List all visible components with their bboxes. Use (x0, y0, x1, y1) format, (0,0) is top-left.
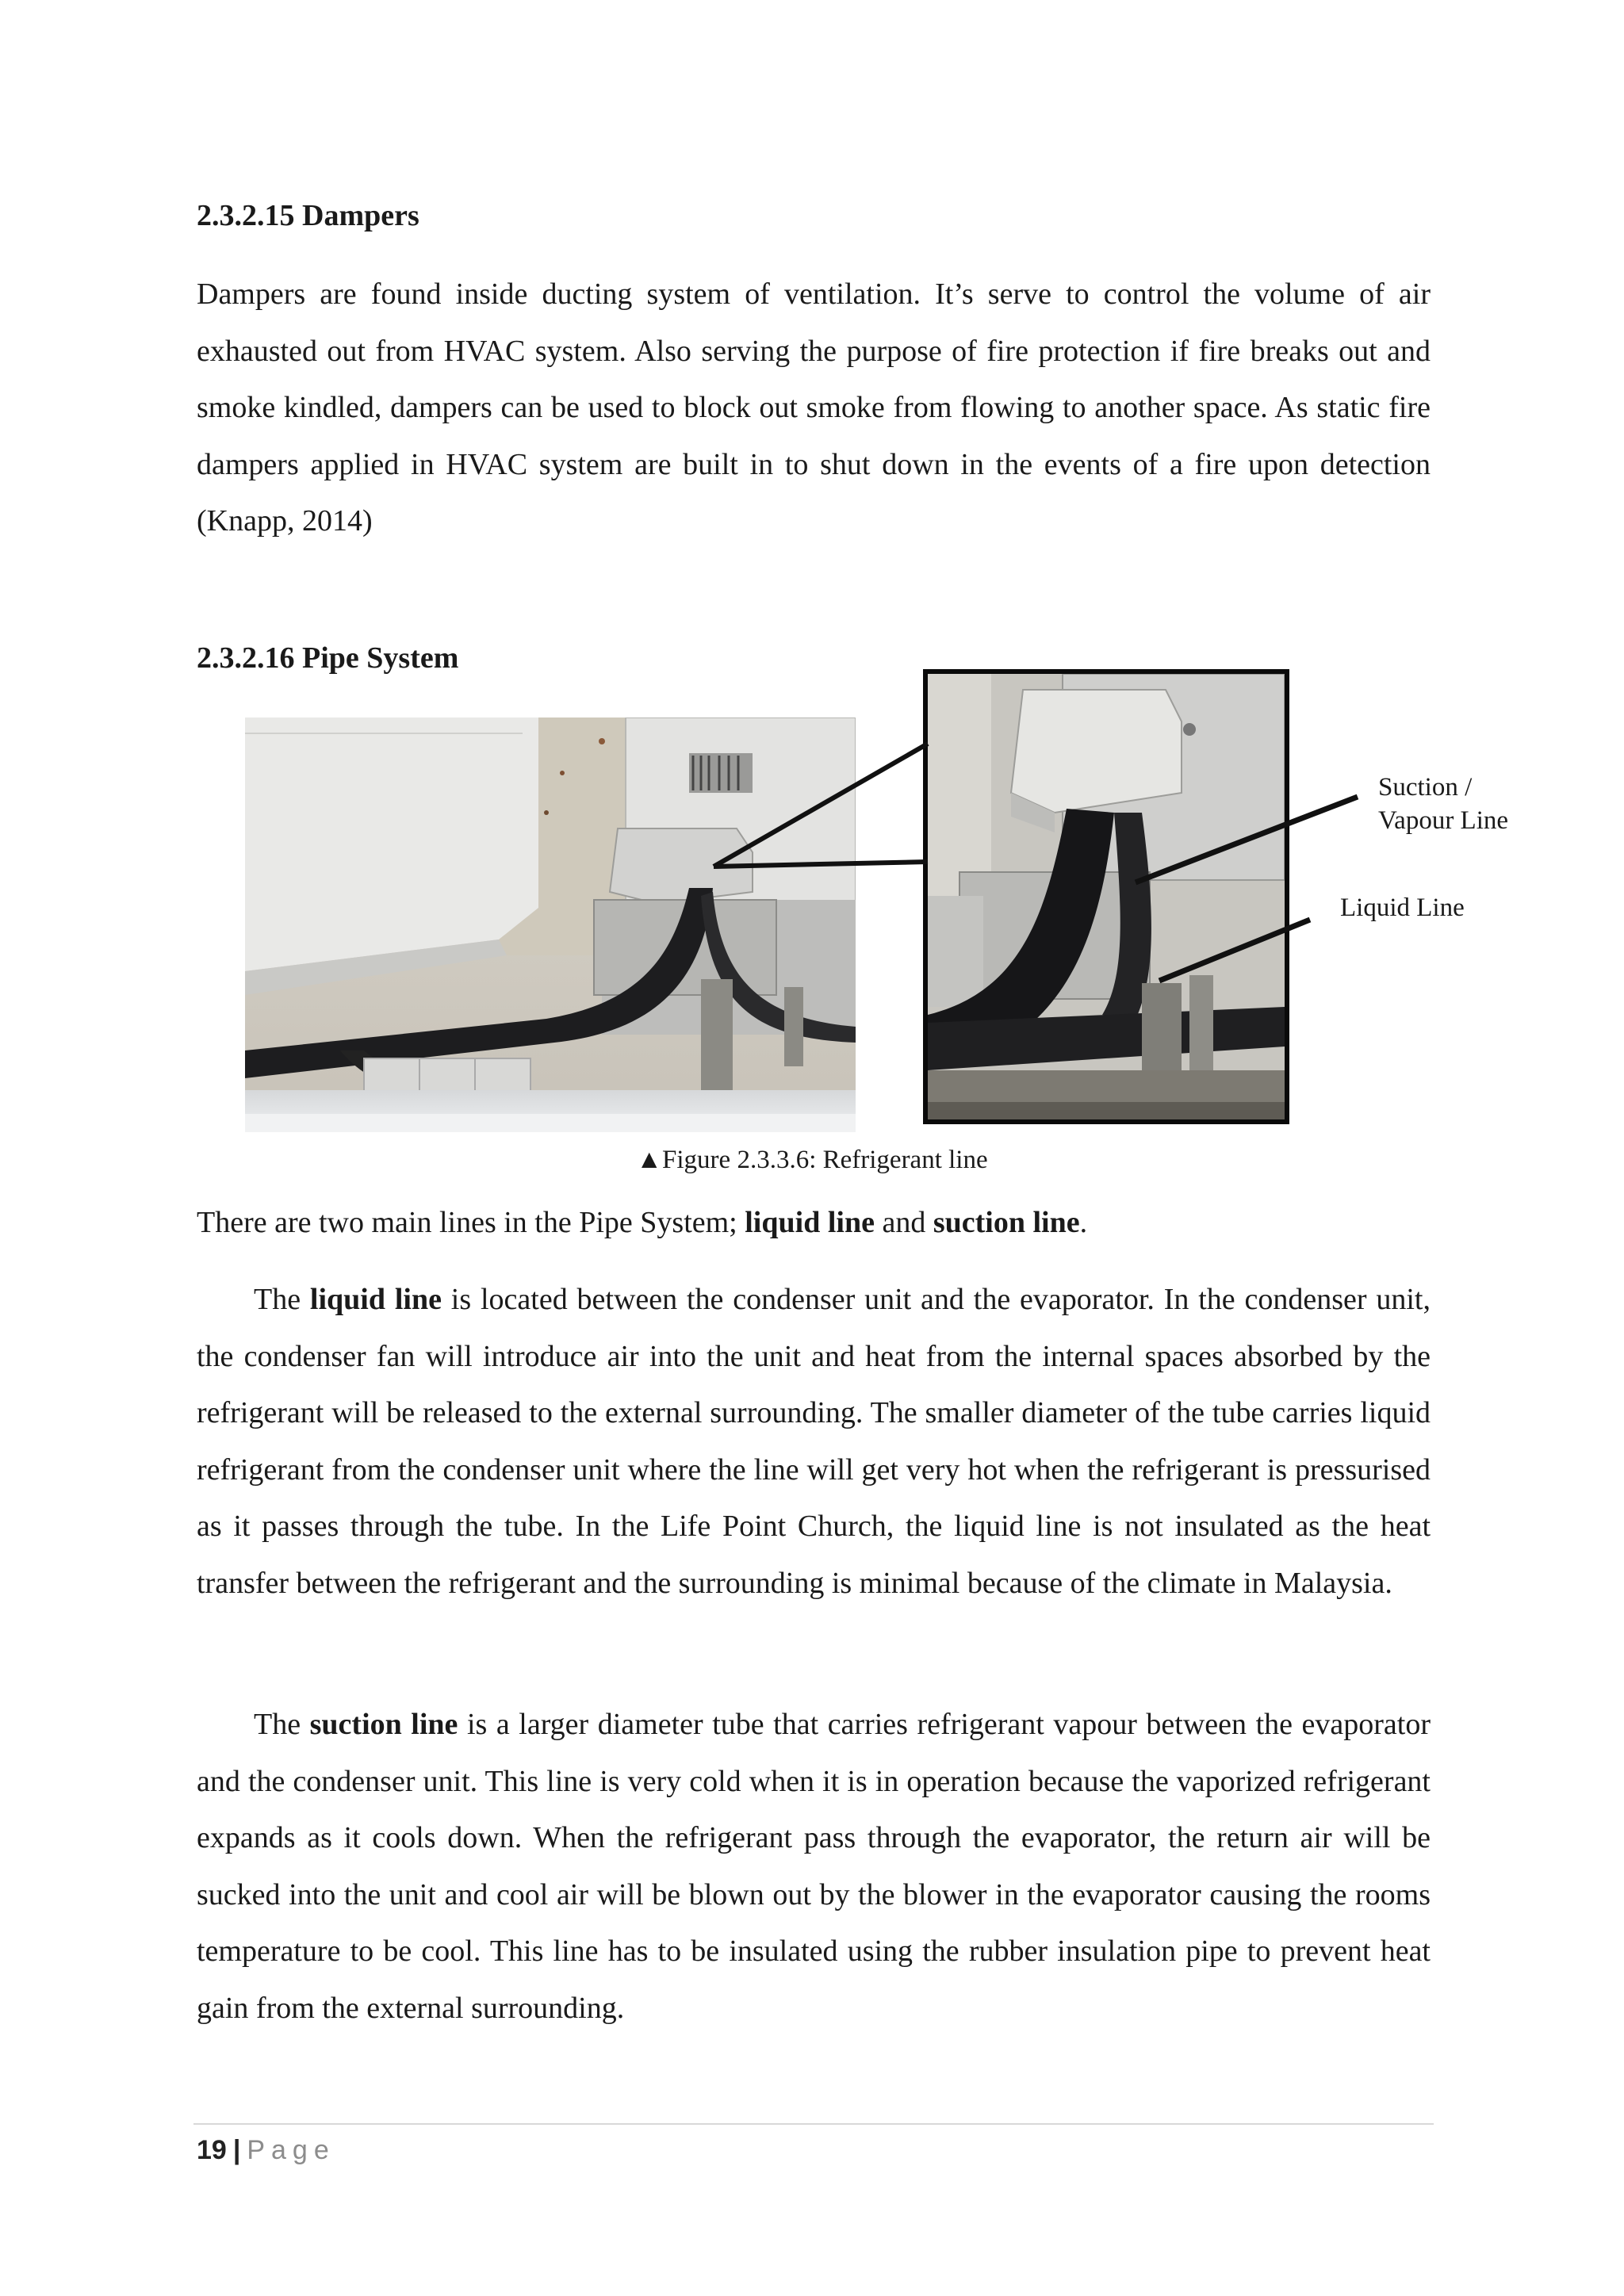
liquid-para-term: liquid line (309, 1283, 442, 1316)
heading-dampers: 2.3.2.15 Dampers (197, 199, 419, 232)
refrigerant-photo-wide (245, 718, 856, 1132)
liquid-para-text: is located between the condenser unit and the evaporator. In the condenser unit, the condenser fan will introduce air into the unit and heat from the internal spaces absorbed by the refrigerant will be released to the external surrounding. The smaller diameter of the tube carries liquid refrigerant from the condenser unit where the line will get very hot when the refrigerant is pressurised as it passes through the tube. In the Life Point Church, the liquid line is not insulated as the heat transfer between the refrigerant and the surrounding is minimal because of the climate in Malaysia. (197, 1283, 1431, 1600)
page-footer (197, 2133, 335, 2168)
intro-term-liquid-line: liquid line (745, 1206, 875, 1239)
suction-para-term: suction line (309, 1708, 458, 1741)
intro-term-suction-line: suction line (933, 1206, 1080, 1239)
liquid-para-lead: The (254, 1283, 310, 1316)
suction-para-lead: The (254, 1708, 310, 1741)
suction-para-text: is a larger diameter tube that carries refrigerant vapour between the evaporator and the condenser unit. This line is very cold when it is in operation because the vaporized refrigerant expands as it cools down. When the refrigerant pass through the evaporator, the return air will be sucked into the unit and cool air will be blown out by the blower in the evaporator causing the rooms temperature to be cool. This line has to be insulated using the rubber insulation pipe to prevent heat gain from the external surrounding. (197, 1708, 1431, 2025)
paragraph-dampers: Dampers are found inside ducting system of ventilation. It’s serve to control the volume of air exhausted out from HVAC system. Also serving the purpose of fire protection if fire breaks out and smoke kindled, dampers can be used to block out smoke from flowing to another space. As static fire dampers applied in HVAC system are built in to shut down in the events of a fire upon detection (Knapp, 2014) (197, 277, 1431, 538)
footer-separator: | (232, 2135, 241, 2165)
page-word: Page (247, 2135, 335, 2165)
page-number: 19 (197, 2135, 227, 2165)
label-liquid-line: Liquid Line (1340, 894, 1465, 922)
heading-pipe-system: 2.3.2.16 Pipe System (197, 641, 459, 675)
pipe-intro-sentence (197, 1203, 1431, 1242)
figure-caption: ▲Figure 2.3.3.6: Refrigerant line (636, 1146, 988, 1174)
paragraph-liquid-line (197, 1272, 1431, 1612)
label-suction-vapour-line: Suction / Vapour Line (1378, 773, 1509, 835)
intro-text-before: There are two main lines in the Pipe System; (197, 1206, 745, 1239)
paragraph-suction-line (197, 1697, 1431, 2037)
intro-text-middle: and (874, 1206, 933, 1239)
intro-text-after: . (1079, 1206, 1088, 1239)
refrigerant-photo-zoom (923, 669, 1289, 1124)
footer-divider (193, 2123, 1434, 2125)
